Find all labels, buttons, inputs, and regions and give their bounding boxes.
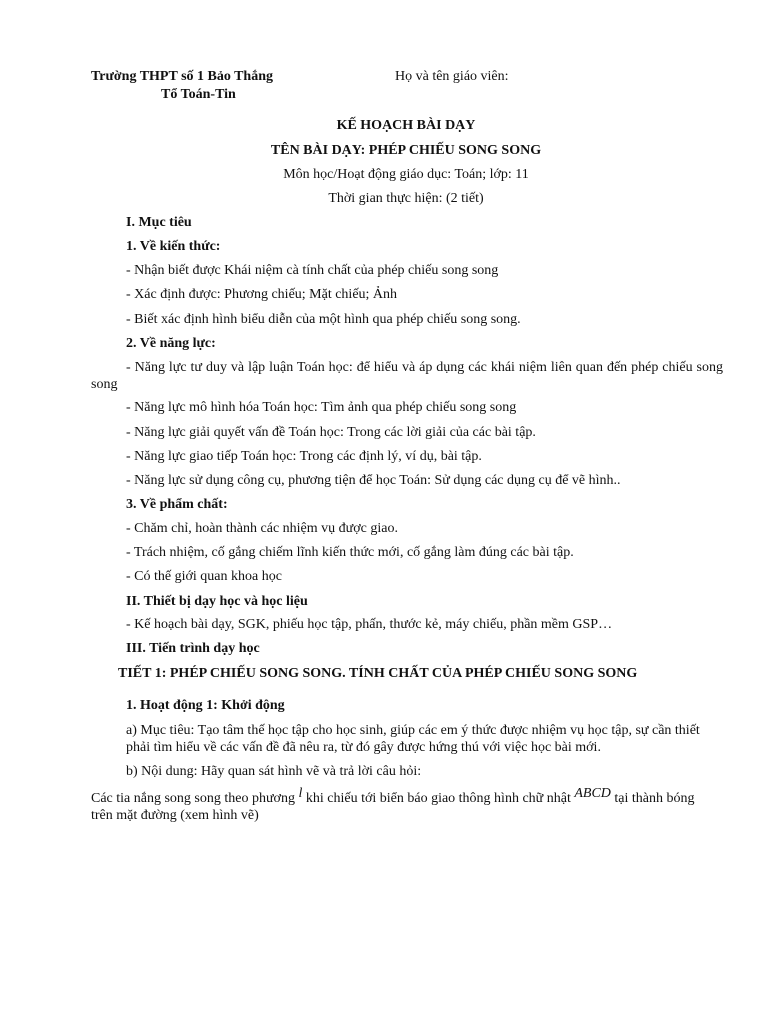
competence-item: - Năng lực giao tiếp Toán học: Trong các định lý, ví dụ, bài tập.: [126, 449, 482, 464]
quality-item: - Có thế giới quan khoa học: [126, 569, 282, 584]
knowledge-heading: 1. Về kiến thức:: [126, 239, 221, 254]
period-title: TIẾT 1: PHÉP CHIẾU SONG SONG. TÍNH CHẤT CỦA PHÉP CHIẾU SONG SONG: [118, 666, 638, 681]
competence-item: - Năng lực mô hình hóa Toán học: Tìm ảnh qua phép chiếu song song: [126, 400, 517, 415]
competence-item: - Năng lực tư duy và lập luận Toán học: để hiểu và áp dụng các khái niệm liên quan đến phép chiếu song song: [91, 360, 723, 392]
competence-heading: 2. Về năng lực:: [126, 336, 216, 351]
activity1-content: b) Nội dung: Hãy quan sát hình vẽ và trả lời câu hỏi:: [126, 764, 422, 779]
math-l: l: [298, 786, 303, 801]
teacher-name-label: Họ và tên giáo viên:: [395, 69, 509, 84]
math-abcd: ABCD: [574, 786, 611, 801]
knowledge-item: - Xác định được: Phương chiếu; Mặt chiếu; Ảnh: [126, 287, 398, 302]
competence-item: - Năng lực giải quyết vấn đề Toán học: Trong các lời giải của các bài tập.: [126, 425, 536, 440]
plan-title: KẾ HOẠCH BÀI DẠY: [336, 118, 476, 133]
knowledge-item: - Biết xác định hình biểu diễn của một hình qua phép chiếu song song.: [126, 312, 521, 327]
activity1-heading: 1. Hoạt động 1: Khởi động: [126, 698, 285, 713]
activity1-paragraph: [91, 786, 717, 824]
objectives-heading: I. Mục tiêu: [126, 215, 192, 230]
process-heading: III. Tiến trình dạy học: [126, 641, 260, 656]
knowledge-item: - Nhận biết được Khái niệm cà tính chất của phép chiếu song song: [126, 263, 499, 278]
paragraph-text: Các tia nắng song song theo phương: [91, 791, 299, 806]
duration-line: Thời gian thực hiện: (2 tiết): [328, 191, 484, 206]
lesson-title: TÊN BÀI DẠY: PHÉP CHIẾU SONG SONG: [270, 143, 542, 158]
paragraph-text: khi chiếu tới biển báo giao thông hình chữ nhật: [302, 791, 575, 806]
activity1-goal: a) Mục tiêu: Tạo tâm thế học tập cho học sinh, giúp các em ý thức được nhiệm vụ học tập, sự cần thiết phải tìm hiểu về các vấn đề đã nêu ra, từ đó gây được hứng thú với việc học bài mới.: [126, 723, 700, 755]
school-name: Trường THPT số 1 Bảo Thắng: [91, 69, 274, 84]
equipment-heading: II. Thiết bị dạy học và học liệu: [126, 594, 308, 609]
paragraph-text: tại thành bóng trên mặt đường (xem hình vẽ): [91, 791, 695, 823]
department-name: Tổ Toán-Tin: [161, 87, 236, 102]
quality-item: - Trách nhiệm, cố gắng chiếm lĩnh kiến thức mới, cố gắng làm đúng các bài tập.: [126, 545, 574, 560]
competence-item: - Năng lực sử dụng công cụ, phương tiện để học Toán: Sử dụng các dụng cụ để vẽ hình..: [126, 473, 621, 488]
quality-item: - Chăm chỉ, hoàn thành các nhiệm vụ được giao.: [126, 521, 398, 536]
equipment-text: - Kế hoạch bài dạy, SGK, phiếu học tập, phấn, thước kẻ, máy chiếu, phần mềm GSP…: [126, 617, 613, 632]
subject-line: Môn học/Hoạt động giáo dục: Toán; lớp: 11: [283, 167, 529, 182]
quality-heading: 3. Về phẩm chất:: [126, 497, 228, 512]
